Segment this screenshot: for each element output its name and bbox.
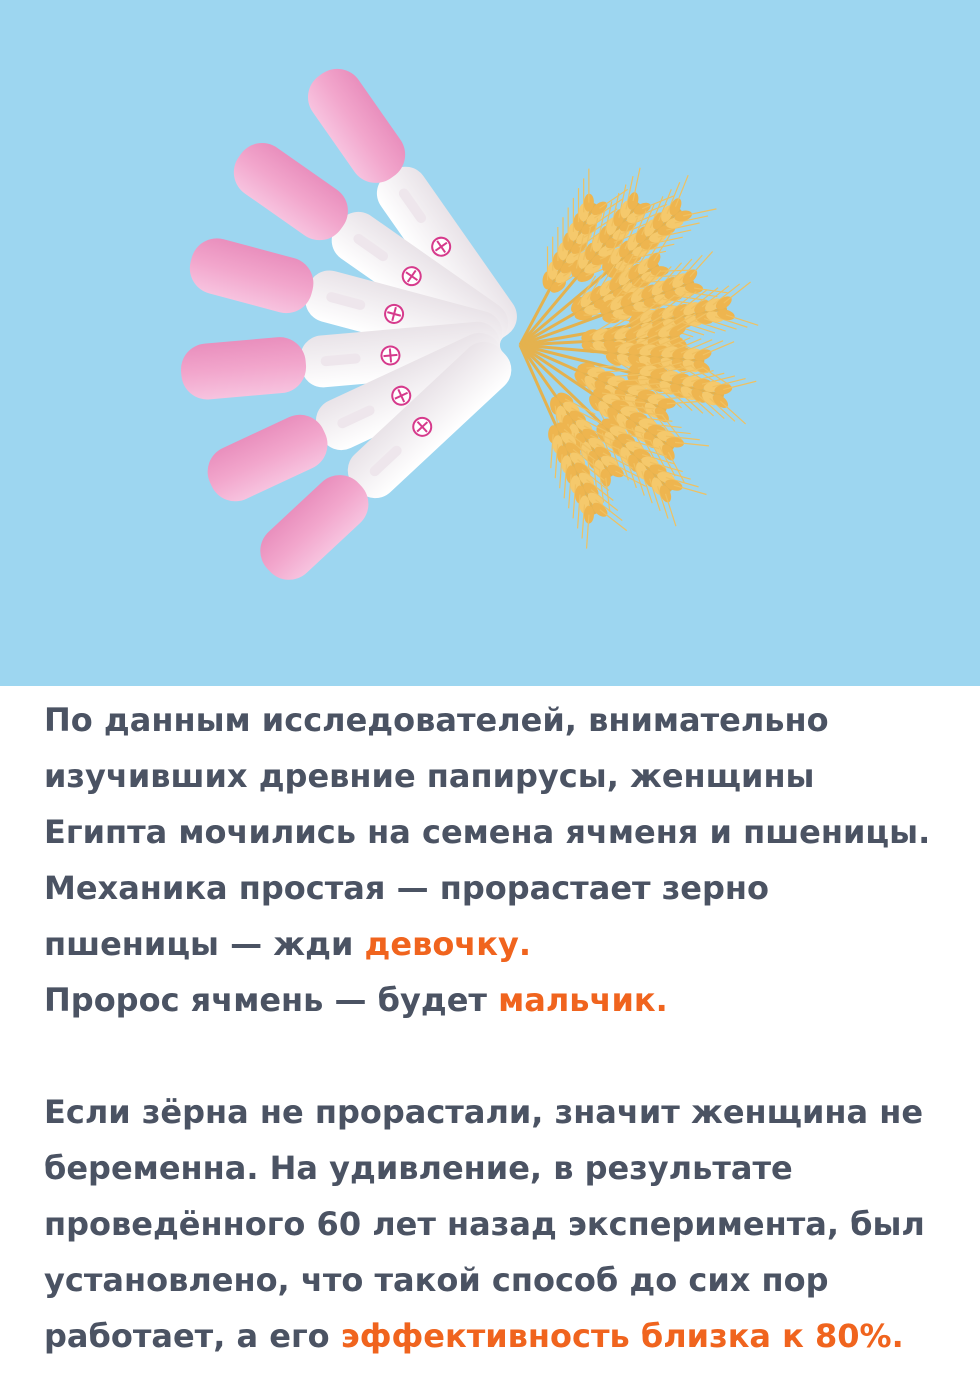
highlight-efficiency: эффективность близка к 80%.: [340, 1317, 904, 1355]
article-text: [44, 692, 944, 1364]
paragraph-1: [44, 692, 944, 1028]
paragraph-1-text-2: Пророс ячмень — будет: [44, 981, 499, 1019]
pregnancy-tests-icon: [179, 59, 527, 591]
hero-image: [0, 0, 980, 686]
wheat-bundle-icon: [500, 168, 758, 549]
highlight-boy: мальчик.: [498, 981, 668, 1019]
pregnancy-tests-wheat-illustration: [0, 0, 980, 686]
paragraph-2: [44, 1084, 944, 1364]
paragraph-1-text: По данным исследователей, внимательно изучивших древние папирусы, женщины Египта мочились на семена ячменя и пшеницы. Механика простая — прорастает зерно пшеницы — жди: [44, 701, 931, 963]
paragraph-2-text: Если зёрна не прорастали, значит женщина не беременна. На удивление, в результате проведённого 60 лет назад эксперимента, был установлено, что такой способ до сих пор работает, а его: [44, 1093, 925, 1355]
highlight-girl: девочку.: [364, 925, 531, 963]
paragraph-gap: [44, 1028, 944, 1084]
